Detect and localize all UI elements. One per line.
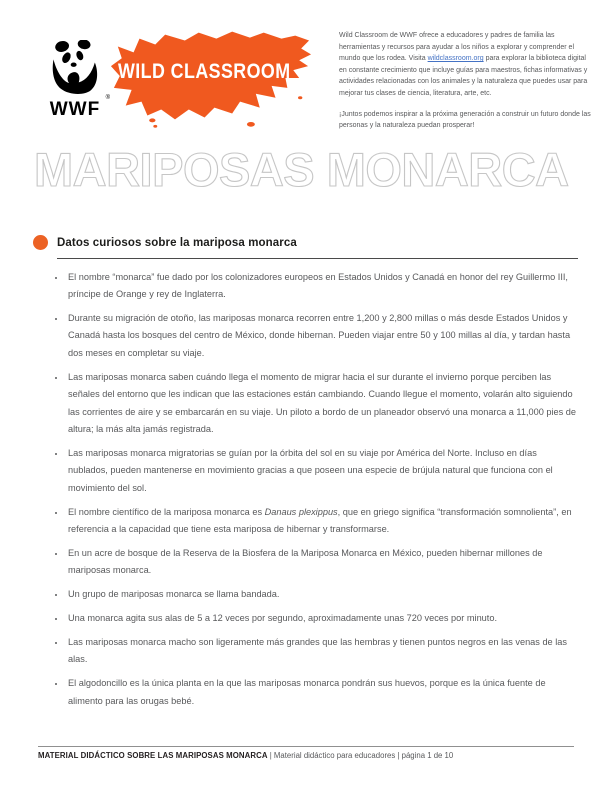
fact-item	[66, 610, 578, 627]
fact-item	[66, 369, 578, 439]
fact-item	[66, 675, 578, 710]
text-segment: Un grupo de mariposas monarca se llama bandada.	[68, 589, 280, 600]
facts-section	[0, 193, 610, 717]
text-segment: El nombre “monarca” fue dado por los colonizadores europeos en Estados Unidos y Canadá en honor del rey Guillermo III, príncipe de Orange y rey de Inglaterra.	[68, 271, 568, 300]
fact-item	[66, 445, 578, 497]
footer	[38, 746, 574, 761]
text-segment: Las mariposas monarca saben cuándo llega el momento de migrar hacia el sur durante el invierno porque perciben las señales del entorno que les indican que las estaciones están cambiando. Cuando llegue el momento, volarán alto siguiendo las corrientes de aire y se embarcarán en su viaje. Un piloto a bordo de un planeador observó una monarca a 11,000 pies de altura; la más alta jamás registrada.	[68, 371, 577, 434]
tagline-paragraph: ¡Juntos podemos inspirar a la próxima generación a construir un futuro donde las personas y la naturaleza puedan prosperar!	[339, 110, 591, 130]
wwf-panda-icon	[48, 40, 102, 98]
facts-list	[38, 269, 578, 710]
fact-item	[66, 586, 578, 603]
fact-item	[66, 504, 578, 539]
footer-meta: | Material didáctico para educadores | página 1 de 10	[267, 750, 454, 760]
header	[0, 0, 610, 132]
wild-classroom-wordmark: WILD CLASSROOM	[118, 60, 291, 83]
page-title: MARIPOSAS MONARCA	[34, 142, 569, 196]
fact-item	[66, 634, 578, 669]
intro-paragraph	[339, 30, 592, 100]
registered-mark: ®	[105, 95, 110, 101]
fact-item	[66, 269, 578, 304]
text-segment: Durante su migración de otoño, las mariposas monarca recorren entre 1,200 y 2,800 millas o más desde Estados Unidos y Canadá hasta los bosques del centro de México, donde hibernan. Pueden viajar entre 50 y 100 millas al día, y tardan hasta dos meses en completar su viaje.	[68, 313, 571, 358]
section-heading: Datos curiosos sobre la mariposa monarca	[57, 236, 297, 249]
wwf-logo	[44, 40, 110, 120]
text-segment: Una monarca agita sus alas de 5 a 12 veces por segundo, aproximadamente unas 720 veces por minuto.	[68, 613, 498, 624]
fact-item	[66, 310, 578, 362]
wildclassroom-link[interactable]: wildclassroom.org	[427, 55, 484, 63]
footer-title: MATERIAL DIDÁCTICO SOBRE LAS MARIPOSAS MONARCA	[38, 750, 268, 760]
wwf-wordmark: WWF	[49, 99, 101, 120]
text-segment: Las mariposas monarca macho son ligeramente más grandes que las hembras y tienen puntos negros en las venas de las alas.	[68, 637, 567, 665]
scientific-name: Danaus plexippus	[264, 506, 338, 517]
text-segment: El nombre científico de la mariposa monarca es	[68, 506, 265, 517]
text-segment: El algodoncillo es la única planta en la que las mariposas monarca pondrán sus huevos, porque es la única fuente de alimento para las orugas bebé.	[68, 678, 546, 706]
text-segment: para explorar la biblioteca digital en constante crecimiento que incluye guías para maestros, fichas informativas y actividades relacionadas con los animales y la naturaleza que puedes usar para mejorar tus clases de ciencia, literatura, arte, etc.	[339, 55, 588, 97]
fact-item	[66, 545, 578, 580]
header-intro	[339, 30, 592, 132]
section-heading-row	[57, 237, 578, 259]
text-segment: En un acre de bosque de la Reserva de la Biosfera de la Mariposa Monarca en México, pueden hibernar millones de mariposas monarca.	[68, 547, 543, 576]
text-segment: Wild Classroom de WWF ofrece a educadores y padres de familia las herramientas y recursos para ayudar a los niños a explorar y comprender el mundo que los rodea. Visita	[339, 32, 575, 63]
text-segment: , que en griego significa “transformación somnolienta”, en referencia a la capacidad que tiene esta mariposa de hibernar y transformarse.	[68, 506, 572, 535]
wild-classroom-banner	[106, 28, 313, 130]
orange-bullet-icon	[33, 235, 48, 250]
text-segment: Las mariposas monarca migratorias se guían por la órbita del sol en su viaje por América del Norte. Incluso en días nublados, pueden mantenerse en movimiento gracias a que poseen una especie de brújula natural que funciona con el movimiento del sol.	[68, 447, 553, 493]
